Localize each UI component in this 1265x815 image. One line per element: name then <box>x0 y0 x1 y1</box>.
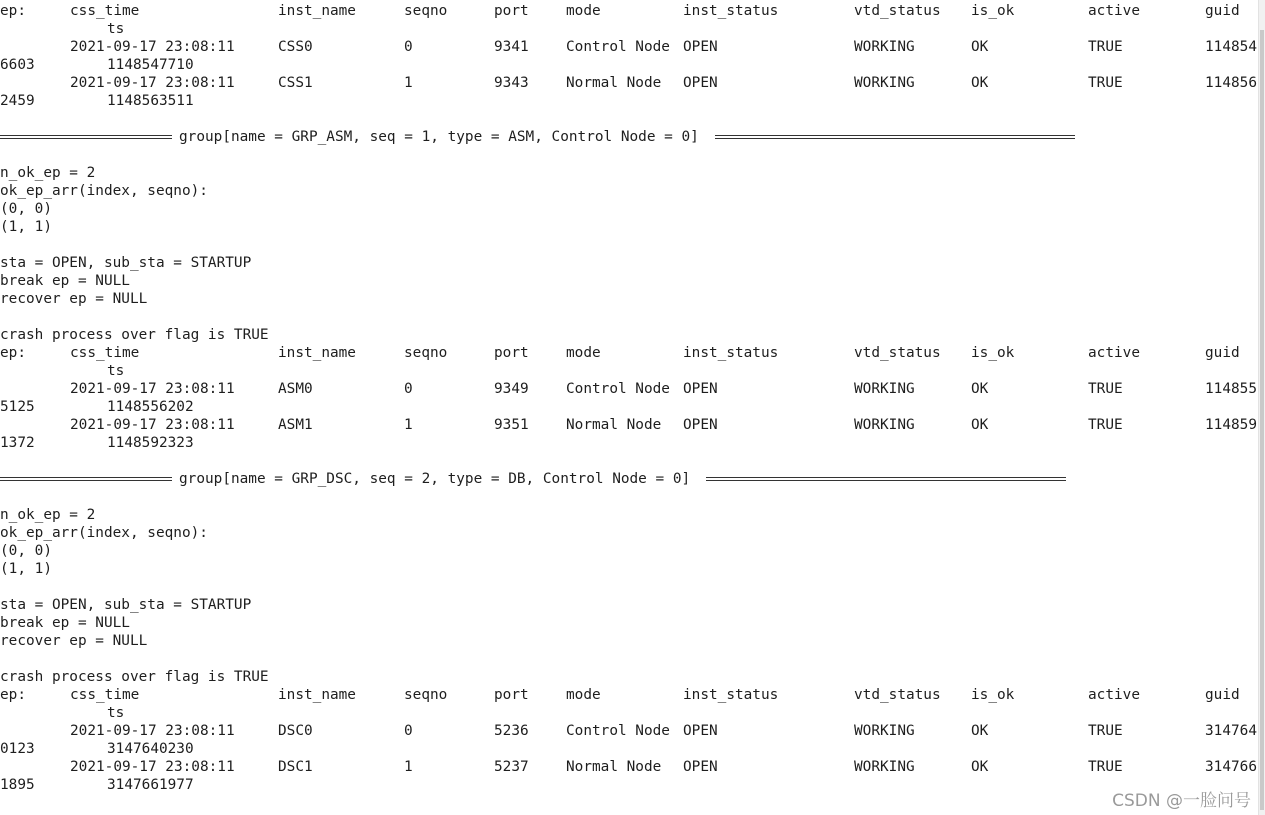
group-header-text: group[name = GRP_DSC, seq = 2, type = DB, Control Node = 0] <box>179 471 691 487</box>
info-line: n_ok_ep = 2 <box>0 507 96 523</box>
cell-css-time: 2021-09-17 23:08:11 <box>70 75 235 91</box>
cell-port: 5236 <box>494 723 529 739</box>
column-header: guid <box>1205 3 1240 19</box>
column-header: inst_status <box>683 345 779 361</box>
cell-active: TRUE <box>1088 381 1123 397</box>
state-line: recover ep = NULL <box>0 633 148 649</box>
table-row-continuation <box>0 398 1258 416</box>
table-header <box>0 2 1258 20</box>
cell-inst-name: ASM1 <box>278 417 313 433</box>
column-header: mode <box>566 687 601 703</box>
cell-inst-status: OPEN <box>683 39 718 55</box>
info-line: (1, 1) <box>0 219 52 235</box>
column-header: guid <box>1205 687 1240 703</box>
cell-seqno: 0 <box>404 723 413 739</box>
column-header: inst_name <box>278 345 356 361</box>
cell-seqno: 1 <box>404 75 413 91</box>
column-header: css_time <box>70 345 140 361</box>
table-row <box>0 758 1258 776</box>
cell-port: 9343 <box>494 75 529 91</box>
cell-active: TRUE <box>1088 723 1123 739</box>
column-header-sub: ts <box>107 705 125 721</box>
cell-port: 9349 <box>494 381 529 397</box>
cell-css-time: 2021-09-17 23:08:11 <box>70 39 235 55</box>
cell-vtd-status: WORKING <box>854 759 915 775</box>
column-header: css_time <box>70 687 140 703</box>
state-line: recover ep = NULL <box>0 291 148 307</box>
cell-inst-name: DSC1 <box>278 759 313 775</box>
column-header: guid <box>1205 345 1240 361</box>
column-header: vtd_status <box>854 345 941 361</box>
cell-seqno: 1 <box>404 759 413 775</box>
cell-inst-name: DSC0 <box>278 723 313 739</box>
cell-inst-status: OPEN <box>683 381 718 397</box>
table-row <box>0 74 1258 92</box>
scrollbar-thumb[interactable] <box>1260 30 1264 810</box>
cell-css-time: 2021-09-17 23:08:11 <box>70 723 235 739</box>
group-rule-left <box>0 135 172 139</box>
cell-seqno: 1 <box>404 417 413 433</box>
column-header: port <box>494 345 529 361</box>
cell-is-ok: OK <box>971 381 989 397</box>
column-header: port <box>494 3 529 19</box>
table-row <box>0 722 1258 740</box>
column-header: seqno <box>404 3 448 19</box>
vertical-scrollbar[interactable] <box>1258 0 1265 815</box>
cell-active: TRUE <box>1088 759 1123 775</box>
cell-guid-tail: 6603 <box>0 57 35 73</box>
state-line: sta = OPEN, sub_sta = STARTUP <box>0 597 252 613</box>
cell-guid-tail: 1895 <box>0 777 35 793</box>
table-row-continuation <box>0 776 1258 794</box>
cell-seqno: 0 <box>404 381 413 397</box>
cell-guid: 114859 <box>1205 417 1257 433</box>
cell-mode: Control Node <box>566 381 670 397</box>
table-row <box>0 38 1258 56</box>
column-header: ep: <box>0 687 26 703</box>
cell-guid-tail: 2459 <box>0 93 35 109</box>
column-header: seqno <box>404 687 448 703</box>
cell-ts: 1148592323 <box>107 435 194 451</box>
cell-vtd-status: WORKING <box>854 39 915 55</box>
cell-inst-status: OPEN <box>683 417 718 433</box>
cell-port: 9341 <box>494 39 529 55</box>
cell-css-time: 2021-09-17 23:08:11 <box>70 417 235 433</box>
column-header-sub: ts <box>107 363 125 379</box>
info-line: (0, 0) <box>0 543 52 559</box>
cell-css-time: 2021-09-17 23:08:11 <box>70 381 235 397</box>
column-header: mode <box>566 345 601 361</box>
group-header <box>0 470 1258 488</box>
cell-inst-status: OPEN <box>683 759 718 775</box>
info-line: ok_ep_arr(index, seqno): <box>0 525 208 541</box>
column-header: active <box>1088 687 1140 703</box>
cell-port: 9351 <box>494 417 529 433</box>
column-header: is_ok <box>971 687 1015 703</box>
cell-inst-status: OPEN <box>683 723 718 739</box>
column-header: vtd_status <box>854 3 941 19</box>
column-header: is_ok <box>971 3 1015 19</box>
cell-is-ok: OK <box>971 39 989 55</box>
column-header: inst_name <box>278 687 356 703</box>
csdn-watermark: CSDN @一脸问号 <box>1112 791 1251 811</box>
cell-is-ok: OK <box>971 759 989 775</box>
cell-port: 5237 <box>494 759 529 775</box>
column-header: mode <box>566 3 601 19</box>
crash-flag-line: crash process over flag is TRUE <box>0 669 269 685</box>
cell-guid-tail: 1372 <box>0 435 35 451</box>
table-row-continuation <box>0 56 1258 74</box>
table-row <box>0 380 1258 398</box>
cell-is-ok: OK <box>971 417 989 433</box>
cell-ts: 1148547710 <box>107 57 194 73</box>
cell-ts: 3147640230 <box>107 741 194 757</box>
cell-guid: 114855 <box>1205 381 1257 397</box>
column-header: ep: <box>0 345 26 361</box>
column-header: port <box>494 687 529 703</box>
cell-inst-name: ASM0 <box>278 381 313 397</box>
group-rule-right <box>715 135 1075 139</box>
cell-guid-tail: 5125 <box>0 399 35 415</box>
cell-is-ok: OK <box>971 723 989 739</box>
cell-guid: 114854 <box>1205 39 1257 55</box>
cell-vtd-status: WORKING <box>854 381 915 397</box>
group-header-text: group[name = GRP_ASM, seq = 1, type = ASM, Control Node = 0] <box>179 129 699 145</box>
state-line: break ep = NULL <box>0 615 130 631</box>
table-row-continuation <box>0 434 1258 452</box>
cell-vtd-status: WORKING <box>854 417 915 433</box>
cell-guid-tail: 0123 <box>0 741 35 757</box>
table-row <box>0 416 1258 434</box>
cell-css-time: 2021-09-17 23:08:11 <box>70 759 235 775</box>
column-header: inst_status <box>683 687 779 703</box>
table-header <box>0 344 1258 362</box>
column-header: inst_status <box>683 3 779 19</box>
column-header: is_ok <box>971 345 1015 361</box>
info-line: ok_ep_arr(index, seqno): <box>0 183 208 199</box>
cell-vtd-status: WORKING <box>854 75 915 91</box>
cell-guid: 114856 <box>1205 75 1257 91</box>
column-header: active <box>1088 345 1140 361</box>
cell-mode: Control Node <box>566 723 670 739</box>
cell-guid: 314764 <box>1205 723 1257 739</box>
column-header: seqno <box>404 345 448 361</box>
cell-mode: Normal Node <box>566 417 662 433</box>
cell-vtd-status: WORKING <box>854 723 915 739</box>
column-header: css_time <box>70 3 140 19</box>
group-rule-right <box>706 477 1066 481</box>
crash-flag-line: crash process over flag is TRUE <box>0 327 269 343</box>
cell-inst-name: CSS0 <box>278 39 313 55</box>
info-line: (1, 1) <box>0 561 52 577</box>
cell-mode: Normal Node <box>566 75 662 91</box>
cell-ts: 1148563511 <box>107 93 194 109</box>
column-header: active <box>1088 3 1140 19</box>
group-rule-left <box>0 477 172 481</box>
info-line: n_ok_ep = 2 <box>0 165 96 181</box>
state-line: break ep = NULL <box>0 273 130 289</box>
group-header <box>0 128 1258 146</box>
cell-inst-status: OPEN <box>683 75 718 91</box>
cell-active: TRUE <box>1088 417 1123 433</box>
cell-mode: Normal Node <box>566 759 662 775</box>
column-header: ep: <box>0 3 26 19</box>
cell-mode: Control Node <box>566 39 670 55</box>
cell-active: TRUE <box>1088 39 1123 55</box>
table-row-continuation <box>0 92 1258 110</box>
cell-guid: 314766 <box>1205 759 1257 775</box>
state-line: sta = OPEN, sub_sta = STARTUP <box>0 255 252 271</box>
cell-is-ok: OK <box>971 75 989 91</box>
column-header: inst_name <box>278 3 356 19</box>
cell-ts: 1148556202 <box>107 399 194 415</box>
column-header-sub: ts <box>107 21 125 37</box>
table-row-continuation <box>0 740 1258 758</box>
cell-ts: 3147661977 <box>107 777 194 793</box>
cell-active: TRUE <box>1088 75 1123 91</box>
info-line: (0, 0) <box>0 201 52 217</box>
cell-inst-name: CSS1 <box>278 75 313 91</box>
table-header <box>0 686 1258 704</box>
cell-seqno: 0 <box>404 39 413 55</box>
column-header: vtd_status <box>854 687 941 703</box>
